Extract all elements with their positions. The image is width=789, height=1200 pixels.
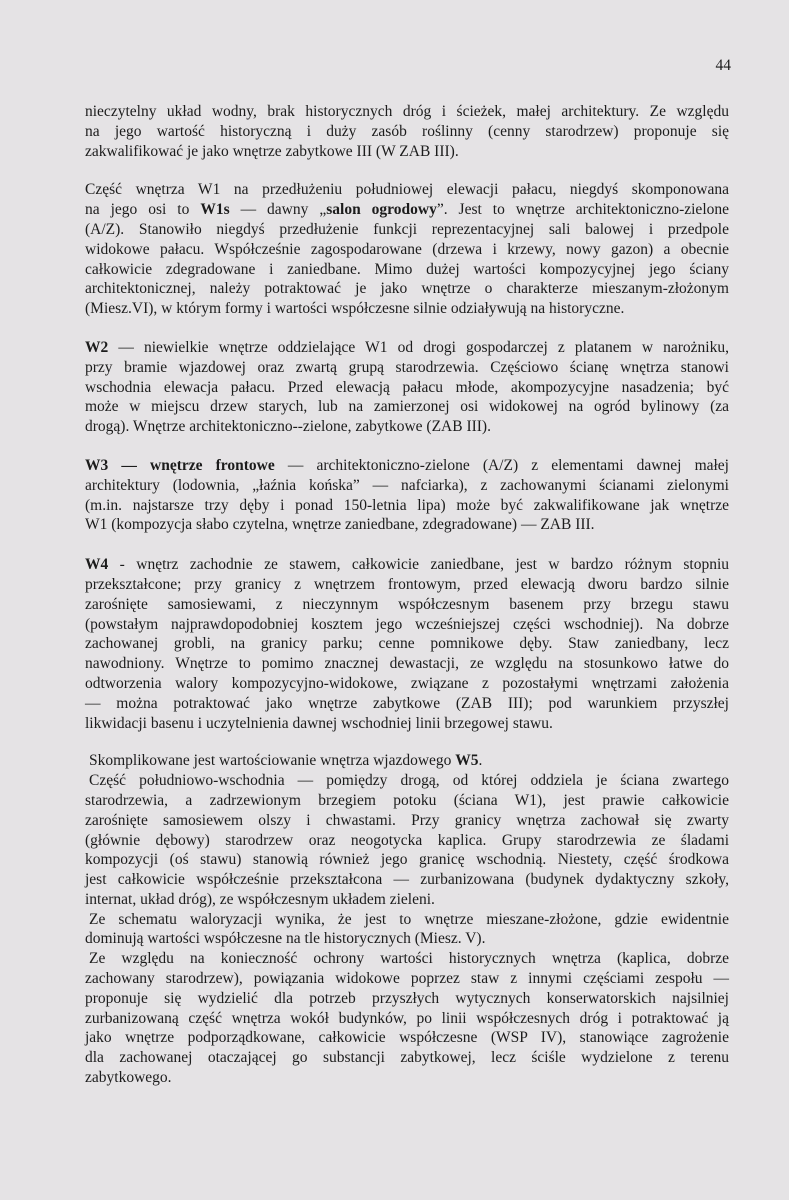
text-line: przy bramie wjazdowej oraz zwartą grupą starodrzewia. Częściowo ścianę wnętrza stanowi xyxy=(85,358,729,376)
text-run: . xyxy=(478,752,483,770)
paragraph-2 xyxy=(85,180,729,319)
bold-term: W5 xyxy=(455,752,479,770)
text-line: może w miejscu drzew starych, lub na zamierzonej osi widokowej na ogród bylinowy (za xyxy=(85,398,729,416)
text-line xyxy=(85,200,729,220)
paragraph-4 xyxy=(85,456,729,535)
text-run: — niewielkie wnętrze oddzielające W1 od drogi gospodarczej z platanem w narożniku, xyxy=(108,338,729,356)
text-line: kompozycji (oś stawu) stanowią również jego granicę wschodnią. Niestety, część środkowa xyxy=(85,851,729,869)
text-line xyxy=(85,751,729,771)
text-run: Skomplikowane jest wartościowanie wnętrza wjazdowego xyxy=(89,752,456,770)
text-line: (A/Z). Stanowiło niegdyś przedłużenie funkcji reprezentacyjnej sali balowej i przedpole xyxy=(85,220,729,238)
text-line: zachowanej grobli, na granicy parku; cenne pomnikowe dęby. Staw zaniedbany, lecz xyxy=(85,635,729,653)
paragraph-8 xyxy=(85,910,729,950)
text-line: zachowany starodrzew), powiązania widokowe poprzez staw z innymi częściami zespołu — xyxy=(85,970,729,988)
text-line xyxy=(85,555,729,575)
text-line: zarośnięte samosiewem olszy i chwastami. Przy granicy wnętrza zachował się zwarty xyxy=(85,811,729,829)
bold-term: W2 xyxy=(85,338,109,356)
text-line: drogą). Wnętrze architektoniczno--zielone, zabytkowe (ZAB III). xyxy=(85,418,491,436)
text-line: zakwalifikować je jako wnętrze zabytkowe III (W ZAB III). xyxy=(85,142,459,160)
paragraph-7 xyxy=(85,771,729,910)
text-line: (Miesz.VI), w którym formy i wartości współczesne silnie odziaływują na historyczne. xyxy=(85,300,625,318)
text-line: — można potraktować jako wnętrze zabytkowe (ZAB III); pod warunkiem przyszłej xyxy=(85,694,729,712)
bold-term: salon ogrodowy xyxy=(326,201,437,219)
text-line: dominują wartości współczesne na tle historycznych (Miesz. V). xyxy=(85,930,486,948)
text-run: — architektoniczno-zielone (A/Z) z elementami dawnej małej xyxy=(274,456,729,474)
text-line: (m.in. najstarsze trzy dęby i ponad 150-letnia lipa) może być zakwalifikowane jak wnętrze xyxy=(85,496,729,514)
text-line: (powstałym najprawdopodobniej kosztem jego wcześniejszej części wschodniej). Na dobrze xyxy=(85,615,729,633)
paragraph-1 xyxy=(85,102,729,161)
text-line xyxy=(85,338,729,358)
text-line: zurbanizowaną część wnętrza wokół budynków, po linii współczesnych dróg i potraktować ją xyxy=(85,1009,729,1027)
text-line: odtworzenia walory kompozycyjno-widokowe, związane z pozostałymi wnętrzami założenia xyxy=(85,674,729,692)
text-line: architektury (lodownia, „łaźnia końska” — nafciarka), z zachowanymi ścianami zielonymi xyxy=(85,476,729,494)
bold-term: W1s xyxy=(200,201,230,219)
text-line: internat, układ dróg), ze współczesnym układem zieleni. xyxy=(85,890,435,908)
text-run: — dawny „ xyxy=(229,201,327,219)
text-body xyxy=(85,102,729,1088)
text-line: jako wnętrze podporządkowane, całkowicie współczesne (WSP IV), stanowiące zagrożenie xyxy=(85,1029,729,1047)
text-run: ”. Jest to wnętrze architektoniczno-zielone xyxy=(436,201,730,219)
text-line: starodrzewia, a zadrzewionym brzegiem potoku (ściana W1), jest prawie całkowicie xyxy=(85,791,729,809)
paragraph-3 xyxy=(85,338,729,437)
text-line: dla zachowanej otaczającej go substancji zabytkowej, lecz ściśle wydzielone z terenu xyxy=(85,1049,729,1067)
text-line: Ze względu na konieczność ochrony wartości historycznych wnętrza (kaplica, dobrze xyxy=(89,950,729,968)
text-line: zarośnięte samosiewami, z nieczynnym współczesnym basenem przy brzegu stawu xyxy=(85,595,729,613)
text-line: Część południowo-wschodnia — pomiędzy drogą, od której oddziela je ściana zwartego xyxy=(89,772,729,790)
text-line: nieczytelny układ wodny, brak historycznych dróg i ścieżek, małej architektury. Ze względu xyxy=(85,103,729,120)
text-line: Część wnętrza W1 na przedłużeniu południowej elewacji pałacu, niegdyś skomponowana xyxy=(85,181,729,199)
text-line: nawodniony. Wnętrze to pomimo znacznej dewastacji, ze względu na stosunkowo łatwe do xyxy=(85,655,729,673)
paragraph-6 xyxy=(85,751,729,771)
text-line: jest całkowicie współcześnie przekształcona — zurbanizowana (budynek dydaktyczny szkoły, xyxy=(85,871,729,889)
text-line: likwidacji basenu i uczytelnienia dawnej wschodniej linii brzegowej stawu. xyxy=(85,714,553,732)
text-line: na jego wartość historyczną i duży zasób roślinny (cenny starodrzew) proponuje się xyxy=(85,122,729,140)
text-line: architektonicznej, należy potraktować je jako wnętrze o charakterze mieszanym-złożonym xyxy=(85,280,729,298)
text-line: całkowicie zdegradowane i zaniedbane. Mimo dużej wartości kompozycyjnej jego ściany xyxy=(85,260,729,278)
text-run: na jego osi to xyxy=(85,201,201,219)
text-line: zabytkowego. xyxy=(85,1069,172,1087)
text-line: widokowe pałacu. Współcześnie zagospodarowane (drzewa i krzewy, nowy gazon) a obecnie xyxy=(85,240,729,258)
text-line: Ze schematu waloryzacji wynika, że jest to wnętrze mieszane-złożone, gdzie ewidentnie xyxy=(89,910,729,928)
page-number: 44 xyxy=(715,57,731,74)
text-line: (głównie dębowy) starodrzew oraz neogotycka kaplica. Grupy starodrzewia ze śladami xyxy=(85,831,729,849)
text-line xyxy=(85,456,729,476)
paragraph-5 xyxy=(85,555,729,733)
bold-term: W4 xyxy=(85,556,109,574)
text-line: proponuje się wydzielić dla potrzeb przyszłych wytycznych konserwatorskich najsilniej xyxy=(85,989,729,1007)
text-line: przekształcone; przy granicy z wnętrzem frontowym, przed elewacją dworu bardzo silnie xyxy=(85,575,729,593)
text-line: W1 (kompozycja słabo czytelna, wnętrze zaniedbane, zdegradowane) — ZAB III. xyxy=(85,516,595,534)
paragraph-9 xyxy=(85,949,729,1088)
text-line: wschodnia elewacja pałacu. Przed elewacją pałacu młode, akompozycyjne nasadzenia; być xyxy=(85,378,729,396)
text-run: - wnętrz zachodnie ze stawem, całkowicie zaniedbane, jest w bardzo różnym stopniu xyxy=(108,556,729,574)
bold-term: W3 — wnętrze frontowe xyxy=(85,456,275,474)
